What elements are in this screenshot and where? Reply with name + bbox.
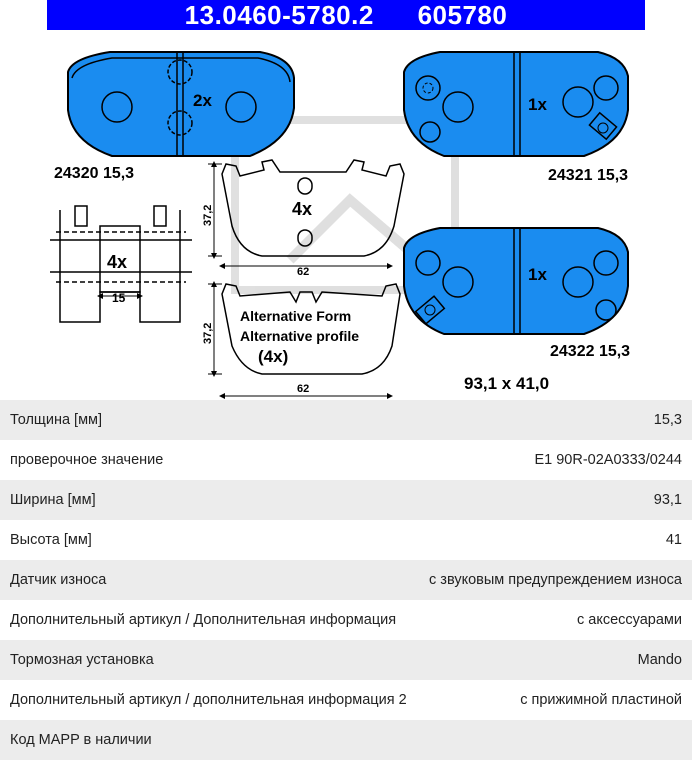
spec-row [0,640,692,680]
clip-width: 15 [112,291,126,305]
alt-form-line1: Alternative Form [240,308,352,324]
pad-dimensions: 93,1 x 41,0 [464,374,550,393]
article-number: 13.0460-5780.2 [184,0,374,30]
pad-top-left-code: 24320 15,3 [54,165,135,182]
alt-plate-width: 62 [297,383,310,395]
pad-top-right-qty: 1x [528,95,547,114]
spec-value: Mando [637,652,682,668]
spec-key: Дополнительный артикул / дополнительная информация 2 [10,692,407,708]
spec-row [0,720,692,760]
spec-value: с звуковым предупреждением износа [429,572,682,588]
spec-value: E1 90R-02A0333/0244 [534,452,682,468]
alt-plate-height: 37,2 [202,322,214,344]
product-header [47,0,645,30]
spec-row [0,600,692,640]
specification-table [0,400,692,760]
pad-bottom-right-qty: 1x [528,265,547,284]
alt-plate-qty: (4x) [258,347,289,366]
spec-key: проверочное значение [10,452,164,468]
alt-form-line2: Alternative profile [240,328,360,344]
spec-key: Тормозная установка [10,652,154,668]
spec-value: 93,1 [653,492,682,508]
spec-key: Толщина [мм] [10,412,103,428]
spec-row [0,520,692,560]
spec-row [0,680,692,720]
pad-top-left-qty: 2x [193,91,212,110]
spec-key: Датчик износа [10,572,107,588]
spring-plate-height: 37,2 [202,204,214,226]
clip-qty: 4x [107,252,128,272]
spring-plate-width: 62 [297,266,310,278]
spec-key: Дополнительный артикул / Дополнительная информация [10,612,397,628]
spec-row [0,480,692,520]
brake-pad-top-left [68,52,294,156]
spec-value: 41 [665,532,682,548]
spec-row [0,400,692,440]
pad-bottom-right-code: 24322 15,3 [550,343,631,360]
spec-value: 15,3 [653,412,682,428]
brake-pad-top-right [404,52,628,156]
brake-pad-bottom-right [404,228,628,334]
pad-top-right-code: 24321 15,3 [548,167,629,184]
technical-drawing [0,30,692,400]
spring-plate-qty: 4x [292,199,313,219]
spec-key: Высота [мм] [10,532,92,548]
spec-row [0,440,692,480]
spec-key: Код MAPP в наличии [10,732,152,748]
spec-key: Ширина [мм] [10,492,96,508]
spec-row [0,560,692,600]
reference-number: 605780 [417,0,508,30]
spec-value: с прижимной пластиной [520,692,682,708]
spec-value: с аксессуарами [576,612,682,628]
